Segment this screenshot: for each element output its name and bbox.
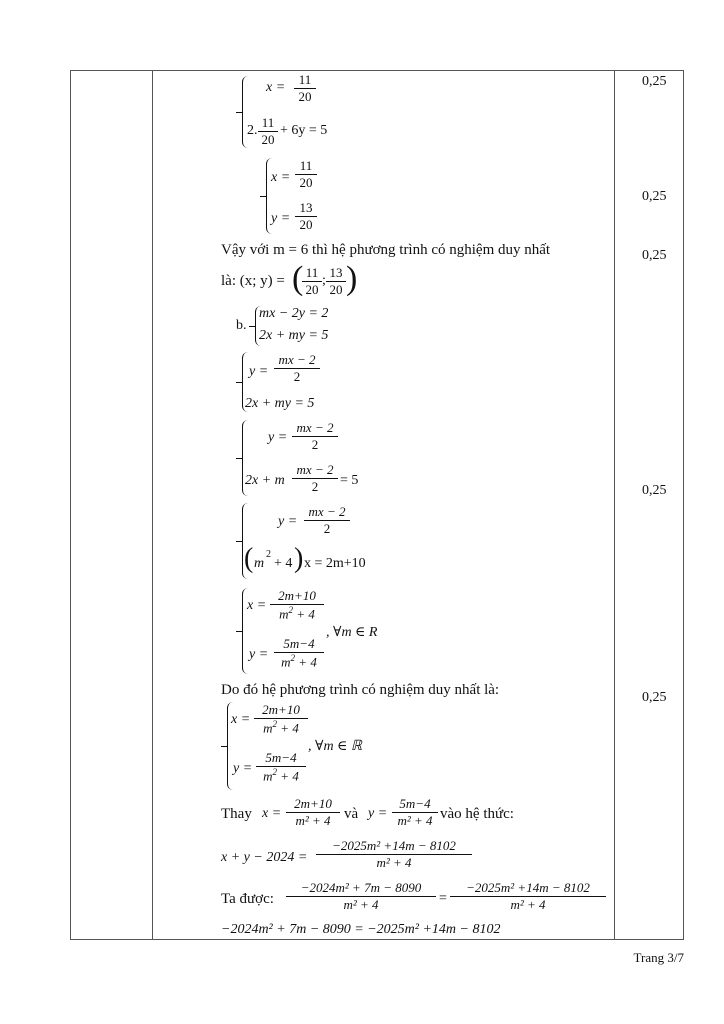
conclusion-line-2: là: (x; y) = — [221, 273, 285, 289]
conclusion-b: Do đó hệ phương trình có nghiệm duy nhất là: — [221, 682, 500, 698]
paren-open-2: ( — [244, 543, 254, 574]
fraction-2025: −2025m² +14m − 8102 m² + 4 — [316, 838, 472, 871]
fraction-5m4-final: 5m−4 $m^2 + 4$ — [256, 750, 306, 784]
step3-sq: 2 — [266, 549, 271, 560]
final-y-label: y = — [233, 761, 253, 776]
forall-R-final: , ∀m ∈ ℝ — [308, 739, 363, 754]
step3-plus4: + 4 — [274, 556, 293, 571]
fraction-11-20-b: 11 20 — [258, 115, 278, 148]
eq-2dot: 2. — [247, 123, 258, 138]
fraction-thay-x: 2m+10 m² + 4 — [286, 796, 340, 829]
fraction-solution-y: 13 20 — [326, 265, 346, 298]
step1-y-label: y = — [249, 364, 269, 379]
step1-eq2: 2x + my = 5 — [245, 396, 315, 411]
fraction-mx2-2-b: mx − 2 2 — [292, 420, 338, 453]
step2-eq2-rhs: = 5 — [340, 473, 359, 488]
fraction-2025-b: −2025m² +14m − 8102 m² + 4 — [450, 880, 606, 913]
eq-x-label: x = — [266, 80, 286, 95]
fraction-2m10-final: 2m+10 $m^2 + 4$ — [254, 702, 308, 736]
conclusion-line-1: Vậy với m = 6 thì hệ phương trình có nghiệm duy nhất — [221, 242, 551, 258]
xy2024-lhs: x + y − 2024 = — [221, 850, 308, 865]
fraction-11-20: 11 20 — [294, 72, 316, 105]
eq-y-label-2: y = — [271, 211, 291, 226]
system-b-eq2: 2x + my = 5 — [259, 328, 329, 343]
fraction-13-20: 13 20 — [295, 200, 317, 233]
step2-eq2-lhs: 2x + m — [245, 473, 285, 488]
fraction-2m10: 2m+10 $m^2 + 4$ — [270, 588, 324, 622]
solution-semicolon: ; — [322, 273, 326, 288]
step3-y-label: y = — [278, 514, 298, 529]
vao-he-thuc: vào hệ thức: — [440, 806, 514, 822]
paren-open: ( — [292, 260, 304, 297]
paren-close: ) — [346, 260, 358, 297]
score-4: 0,25 — [642, 483, 667, 498]
ta-duoc-label: Ta được: — [221, 891, 274, 907]
forall-R: , ∀m ∈ R — [326, 625, 378, 640]
eq-6y-5: + 6y = 5 — [280, 123, 328, 138]
score-2: 0,25 — [642, 189, 667, 204]
last-equation: −2024m² + 7m − 8090 = −2025m² +14m − 8102 — [221, 922, 501, 937]
score-1: 0,25 — [642, 74, 667, 89]
step2-y-label: y = — [268, 430, 288, 445]
paren-close-2: ) — [294, 543, 304, 574]
page-number: Trang 3/7 — [633, 950, 684, 965]
thay-x: x = — [262, 806, 282, 821]
score-3: 0,25 — [642, 248, 667, 263]
part-b-label: b. — [236, 318, 247, 333]
score-5: 0,25 — [642, 690, 667, 705]
fraction-mx2-2-d: mx − 2 2 — [304, 504, 350, 537]
fraction-2024: −2024m² + 7m − 8090 m² + 4 — [286, 880, 436, 913]
fraction-solution-x: 11 20 — [302, 265, 322, 298]
va-label: và — [344, 806, 359, 822]
step3-x-rhs: x = 2m+10 — [304, 556, 366, 571]
thay-y: y = — [368, 806, 388, 821]
thay-label: Thay — [221, 806, 252, 822]
table-column-divider-1 — [152, 70, 153, 940]
eq-sign: = — [439, 891, 447, 906]
fraction-5m4: 5m−4 $m^2 + 4$ — [274, 636, 324, 670]
fraction-11-20-c: 11 20 — [295, 158, 317, 191]
eq-x-label-2: x = — [271, 170, 291, 185]
fraction-thay-y: 5m−4 m² + 4 — [392, 796, 438, 829]
system-b-eq1: mx − 2y = 2 — [259, 306, 329, 321]
final-x-label: x = — [231, 712, 251, 727]
fraction-mx2-2: mx − 2 2 — [274, 352, 320, 385]
step4-x-label: x = — [247, 598, 267, 613]
step4-y-label: y = — [249, 647, 269, 662]
table-column-divider-2 — [614, 70, 615, 940]
fraction-mx2-2-c: mx − 2 2 — [292, 462, 338, 495]
step3-m2: m — [254, 556, 265, 571]
